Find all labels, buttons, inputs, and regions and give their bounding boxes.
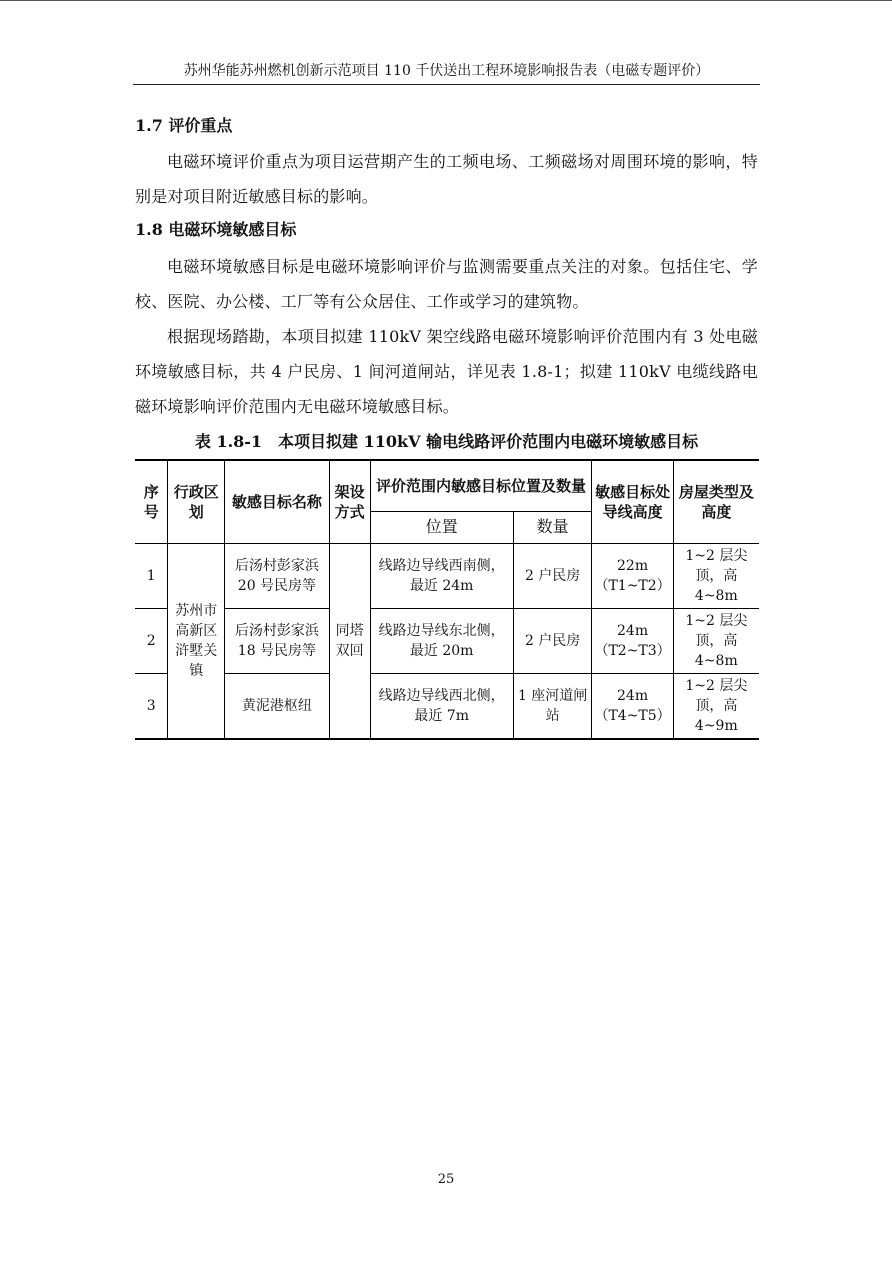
- cell-target-name: 黄泥港枢纽: [225, 673, 329, 739]
- page-number: 25: [437, 1172, 455, 1187]
- table-caption: 表 1.8-1 本项目拟建 110kV 输电线路评价范围内电磁环境敏感目标: [194, 432, 699, 451]
- header-district: 行政区划: [168, 460, 225, 543]
- tower-span: （T4~T5）: [594, 707, 671, 724]
- cell-seq: 3: [135, 673, 168, 739]
- cell-quantity: 2 户民房: [513, 543, 592, 608]
- cell-conductor-height: [592, 673, 673, 739]
- cell-house-type: 1~2 层尖顶，高 4~9m: [673, 673, 759, 739]
- table-row: [135, 543, 759, 608]
- cell-position: 线路边导线西南侧，最近 24m: [370, 543, 513, 608]
- section-1-8-paragraph-2: 根据现场踏勘，本项目拟建 110kV 架空线路电磁环境影响评价范围内有 3 处电磁环境敏感目标，共 4 户民房、1 间河道闸站，详见表 1.8-1；拟建 110kV 电缆线路电磁环境影响评价范围内无电磁环境敏感目标。: [135, 327, 758, 416]
- tower-span: （T2~T3）: [594, 642, 671, 659]
- header-conductor-height: 敏感目标处导线高度: [592, 460, 673, 543]
- header-divider: [133, 84, 760, 85]
- header-range-group: 评价范围内敏感目标位置及数量: [370, 460, 592, 511]
- cell-position: 线路边导线东北侧，最近 20m: [370, 608, 513, 673]
- header-target-name: 敏感目标名称: [225, 460, 329, 543]
- height-value: 24m: [617, 687, 649, 704]
- tower-span: （T1~T2）: [594, 577, 671, 594]
- running-header: 苏州华能苏州燃机创新示范项目 110 千伏送出工程环境影响报告表（电磁专题评价）: [183, 63, 710, 79]
- height-value: 24m: [617, 622, 649, 639]
- cell-target-name: 后汤村彭家浜18 号民房等: [225, 608, 329, 673]
- cell-erection: 同塔双回: [329, 543, 370, 739]
- header-quantity: 数量: [513, 511, 592, 543]
- cell-seq: 2: [135, 608, 168, 673]
- section-heading-1-8: 1.8 电磁环境敏感目标: [135, 220, 297, 239]
- section-1-7-paragraph: 电磁环境评价重点为项目运营期产生的工频电场、工频磁场对周围环境的影响，特别是对项目附近敏感目标的影响。: [135, 152, 758, 206]
- header-house-type: 房屋类型及高度: [673, 460, 759, 543]
- page-top-border: [0, 0, 892, 1]
- header-erection: 架设方式: [329, 460, 370, 543]
- cell-position: 线路边导线西北侧，最近 7m: [370, 673, 513, 739]
- table-row: [135, 608, 759, 673]
- cell-conductor-height: [592, 608, 673, 673]
- section-heading-1-7: 1.7 评价重点: [135, 116, 233, 135]
- sensitive-targets-table: [135, 459, 759, 740]
- cell-quantity: 2 户民房: [513, 608, 592, 673]
- cell-district: 苏州市高新区浒墅关镇: [168, 543, 225, 739]
- cell-house-type: 1~2 层尖顶，高 4~8m: [673, 608, 759, 673]
- height-value: 22m: [617, 557, 649, 574]
- section-1-8-paragraph-1: 电磁环境敏感目标是电磁环境影响评价与监测需要重点关注的对象。包括住宅、学校、医院、办公楼、工厂等有公众居住、工作或学习的建筑物。: [135, 257, 758, 311]
- table-row: [135, 673, 759, 739]
- cell-target-name: 后汤村彭家浜20 号民房等: [225, 543, 329, 608]
- cell-seq: 1: [135, 543, 168, 608]
- cell-house-type: 1~2 层尖顶，高 4~8m: [673, 543, 759, 608]
- header-position: 位置: [370, 511, 513, 543]
- cell-conductor-height: [592, 543, 673, 608]
- header-seq: 序号: [135, 460, 168, 543]
- cell-quantity: 1 座河道闸站: [513, 673, 592, 739]
